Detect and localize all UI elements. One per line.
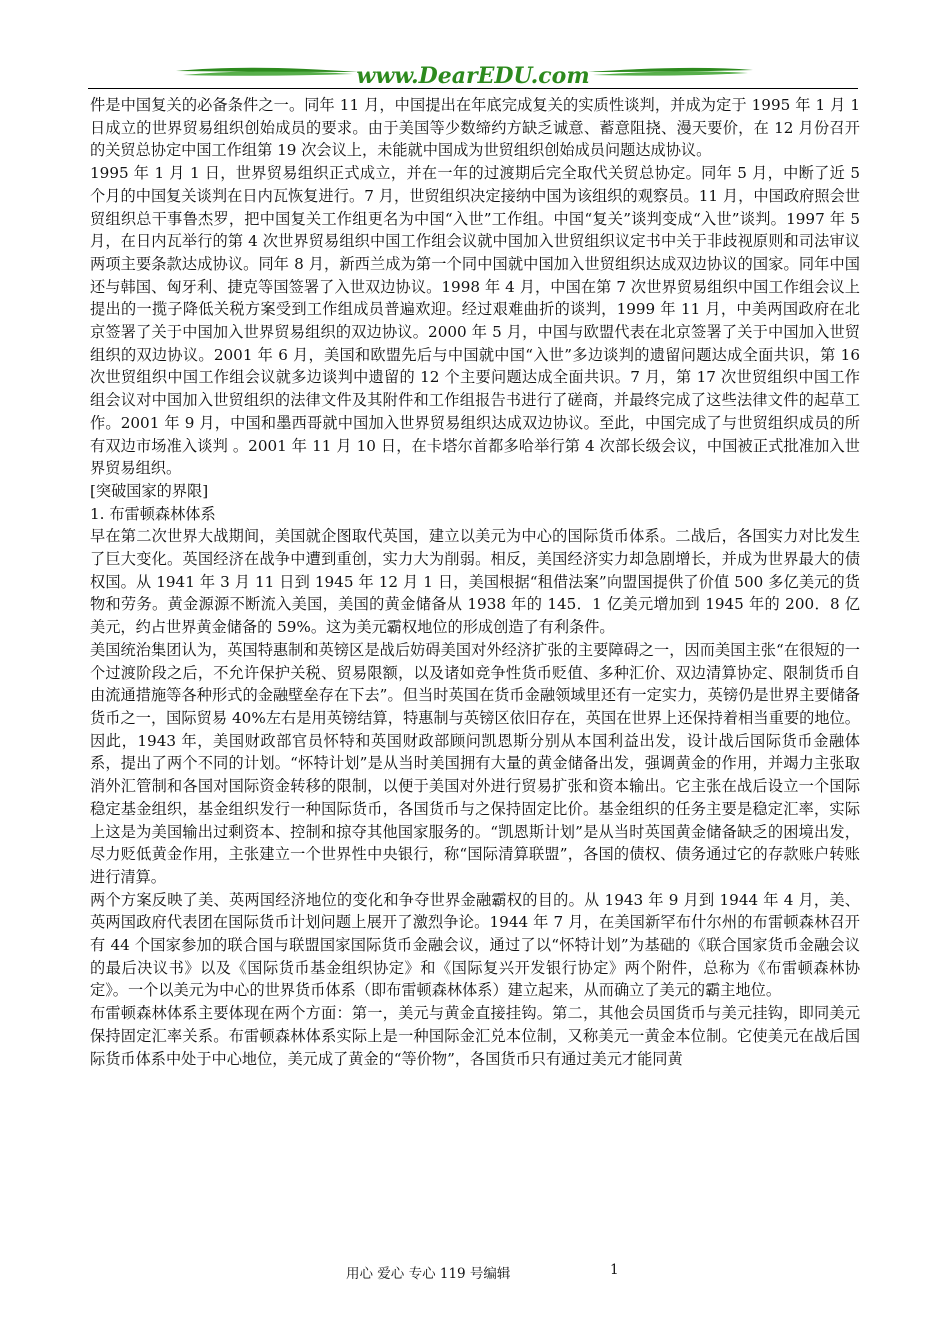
paragraph: 件是中国复关的必备条件之一。同年 11 月，中国提出在年底完成复关的实质性谈判，并成为定于 1995 年 1 月 1 日成立的世界贸易组织创始成员的要求。由于美国等少数缔约方缺乏诚意、蓄意阻挠、漫天要价，在 12 月份召开的关贸总协定中国工作组第 19 次会议上，未能就中国成为世贸组织创始成员问题达成协议。: [90, 96, 860, 160]
subsection-heading: 1. 布雷顿森林体系: [90, 504, 216, 523]
section-heading: [突破国家的界限]: [90, 481, 209, 500]
site-logo[interactable]: www.DearEDU.com: [356, 63, 590, 89]
banner-swoosh: [88, 58, 858, 92]
paragraph: 早在第二次世界大战期间，美国就企图取代英国，建立以美元为中心的国际货币体系。二战后，各国实力对比发生了巨大变化。英国经济在战争中遭到重创，实力大为削弱。相反，美国经济实力却急剧增长，并成为世界最大的债权国。从 1941 年 3 月 11 日到 1945 年 12 月 1 日，美国根据“租借法案”向盟国提供了价值 500 多亿美元的货物和劳务。黄金源源不断流入美国，美国的黄金储备从 1938 年的 145．1 亿美元增加到 1945 年的 200．8 亿美元，约占世界黄金储备的 59%。这为美元霸权地位的形成创造了有利条件。: [90, 527, 860, 637]
page-footer: [0, 1262, 950, 1282]
header-rule: [88, 88, 858, 89]
site-banner: [88, 58, 858, 92]
paragraph: 两个方案反映了美、英两国经济地位的变化和争夺世界金融霸权的目的。从 1943 年 9 月到 1944 年 4 月，美、英两国政府代表团在国际货币计划问题上展开了激烈争论。1944 年 7 月，在美国新罕布什尔州的布雷顿森林召开有 44 个国家参加的联合国与联盟国家国际货币金融会议，通过了以“怀特计划”为基础的《联合国家货币金融会议的最后决议书》以及《国际货币基金组织协定》和《国际复兴开发银行协定》两个附件，总称为《布雷顿森林协定》。一个以美元为中心的世界货币体系（即布雷顿森林体系）建立起来，从而确立了美元的霸主地位。: [90, 890, 860, 1000]
footer-text: 用心 爱心 专心 119 号编辑: [346, 1266, 511, 1282]
paragraph: 1995 年 1 月 1 日，世界贸易组织正式成立，并在一年的过渡期后完全取代关贸总协定。同年 5 月，中断了近 5 个月的中国复关谈判在日内瓦恢复进行。7 月，世贸组织决定接纳中国为该组织的观察员。11 月，中国政府照会世贸组织总干事鲁杰罗，把中国复关工作组更名为中国“入世”工作组。中国“复关”谈判变成“入世”谈判。1997 年 5 月，在日内瓦举行的第 4 次世界贸易组织中国工作组会议就中国加入世贸组织议定书中关于非歧视原则和司法审议两项主要条款达成协议。同年 8 月，新西兰成为第一个同中国就中国加入世贸组织达成双边协议的国家。同年中国还与韩国、匈牙利、捷克等国签署了入世双边协议。1998 年 4 月，中国在第 7 次世界贸易组织中国工作组会议上提出的一揽子降低关税方案受到工作组成员普遍欢迎。经过艰难曲折的谈判，1999 年 11 月，中美两国政府在北京签署了关于中国加入世界贸易组织的双边协议。2000 年 5 月，中国与欧盟代表在北京签署了关于中国加入世贸组织的双边协议。2001 年 6 月，美国和欧盟先后与中国就中国“入世”多边谈判的遗留问题达成全面共识，第 16 次世贸组织中国工作组会议就多边谈判中遗留的 12 个主要问题达成全面共识。7 月，第 17 次世贸组织中国工作组会议对中国加入世贸组织的法律文件及其附件和工作组报告书进行了磋商，并最终完成了这些法律文件的起草工作。2001 年 9 月，中国和墨西哥就中国加入世界贸易组织达成双边协议。至此，中国完成了与世贸组织成员的所有双边市场准入谈判 。2001 年 11 月 10 日，在卡塔尔首都多哈举行第 4 次部长级会议，中国被正式批准加入世界贸易组织。: [90, 164, 860, 478]
page-number: 1: [610, 1262, 619, 1278]
paragraph: 布雷顿森林体系主要体现在两个方面：第一，美元与黄金直接挂钩。第二，其他会员国货币与美元挂钩，即同美元保持固定汇率关系。布雷顿森林体系实际上是一种国际金汇兑本位制，又称美元一黄金本位制。它使美元在战后国际货币体系中处于中心地位，美元成了黄金的“等价物”，各国货币只有通过美元才能同黄: [90, 1004, 860, 1068]
paragraph: 美国统治集团认为，英国特惠制和英镑区是战后妨碍美国对外经济扩张的主要障碍之一，因而美国主张“在很短的一个过渡阶段之后，不允许保护关税、贸易限额，以及诸如竞争性货币贬值、多种汇价、双边清算协定、限制货币自由流通措施等各种形式的金融壁垒存在下去”。但当时英国在货币金融领域里还有一定实力，英镑仍是世界主要储备货币之一，国际贸易 40%左右是用英镑结算，特惠制与英镑区依旧存在，英国在世界上还保持着相当重要的地位。因此，1943 年，美国财政部官员怀特和英国财政部顾问凯恩斯分别从本国利益出发，设计战后国际货币金融体系，提出了两个不同的计划。“怀特计划”是从当时美国拥有大量的黄金储备出发，强调黄金的作用，并竭力主张取消外汇管制和各国对国际资金转移的限制，以便于美国对外进行贸易扩张和资本输出。它主张在战后设立一个国际稳定基金组织，基金组织发行一种国际货币，各国货币与之保持固定比价。基金组织的任务主要是稳定汇率，实际上这是为美国输出过剩资本、控制和掠夺其他国家服务的。“凯恩斯计划”是从当时英国黄金储备缺乏的困境出发，尽力贬低黄金作用，主张建立一个世界性中央银行，称“国际清算联盟”，各国的债权、债务通过它的存款账户转账进行清算。: [90, 640, 860, 886]
document-body: [90, 94, 860, 1070]
